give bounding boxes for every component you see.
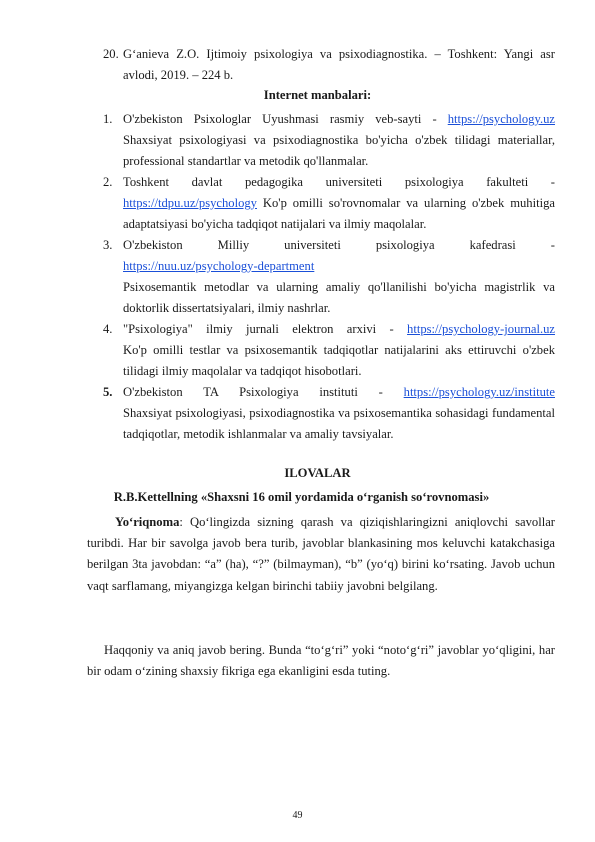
reference-number: 20.: [103, 47, 119, 61]
source-first-line: [123, 319, 555, 340]
source-number: 3.: [103, 238, 113, 252]
body-paragraph: Haqqoniy va aniq javob bering. Bunda “to‘g‘ri” yoki “noto‘g‘ri” javoblar yo‘qligini, har bir odam o‘zining shaxsiy fikriga ega ekanligini esda tuting.: [87, 643, 555, 679]
internet-source-item-4: [103, 319, 555, 382]
reference-item-20: [103, 44, 555, 86]
source-link[interactable]: https://tdpu.uz/psychology: [123, 196, 257, 210]
source-description: Shaxsiyat psixologiyasi, psixodiagnostika va psixosemantika sohasidagi fundamental tadqiqotlar, metodik ishlanmalar va amaliy tavsiyalar.: [123, 406, 555, 441]
instruction-label: Yo‘riqnoma: [115, 515, 180, 529]
reference-text: G‘anieva Z.O. Ijtimoiy psixologiya va psixodiagnostika. – Toshkent: Yangi asr avlodi, 2019. – 224 b.: [123, 47, 555, 82]
page-number: 49: [292, 810, 303, 821]
instruction-paragraph: [87, 512, 555, 597]
source-first-line: [123, 382, 555, 403]
source-body: [123, 319, 555, 382]
source-body: [123, 109, 555, 172]
appendix-subheading: R.B.Kettellning «Shaxsni 16 omil yordamida o‘rganish so‘rovnomasi»: [113, 490, 490, 504]
source-number: 4.: [103, 322, 113, 336]
source-body: [123, 172, 555, 235]
internet-sources-heading: Internet manbalari:: [263, 88, 372, 102]
source-prefix: "Psixologiya" ilmiy jurnali elektron arxivi -: [123, 322, 408, 336]
internet-source-item-3: [103, 235, 555, 319]
source-description: Psixosemantik metodlar va ularning amaliy qo'llanilishi bo'yicha magistrlik va doktorlik dissertatsiyalari, ilmiy nashrlar.: [123, 280, 555, 315]
source-description: Ko'p omilli testlar va psixosemantik tadqiqotlar natijalarini aks ettiruvchi o'zbek tilidagi ilmiy maqolalar va tadqiqot hisobotlari.: [123, 343, 555, 378]
source-number: 2.: [103, 175, 113, 189]
source-link[interactable]: https://nuu.uz/psychology-department: [123, 259, 315, 273]
source-number: 5.: [103, 385, 113, 399]
source-prefix: O'zbekiston Psixologlar Uyushmasi rasmiy veb-sayti -: [123, 112, 448, 126]
instruction-text: : Qo‘lingizda sizning qarash va qiziqishlaringizni aniqlovchi savollar turibdi. Har bir savolga javob bera turib, javoblar blankasining mos keluvchi katakchasiga berilgan 3ta javobdan: “a” (ha), “?” (bilmayman), “b” (yo‘q) birini ko‘rsating. Javob uchun vaqt sarflamang, miyangizga kelgan birinchi tabiiy javobni belgilang.: [87, 515, 555, 593]
source-number: 1.: [103, 112, 113, 126]
source-first-line: [123, 109, 555, 130]
source-body: [123, 235, 555, 319]
source-prefix: O'zbekiston Milliy universiteti psixologiya kafedrasi -: [123, 238, 555, 252]
source-prefix: O'zbekiston TA Psixologiya instituti -: [123, 385, 404, 399]
source-link[interactable]: https://psychology.uz/institute: [403, 385, 555, 399]
source-description: Ko'p omilli so'rovnomalar va ularning o'zbek muhitiga adaptatsiyasi bo'yicha tadqiqot natijalari va ilmiy maqolalar.: [123, 196, 555, 231]
source-link[interactable]: https://psychology.uz: [447, 112, 555, 126]
source-body: [123, 382, 555, 445]
internet-source-item-1: [103, 109, 555, 172]
appendix-heading: ILOVALAR: [284, 466, 351, 480]
internet-source-item-5: [103, 382, 555, 445]
source-description: Shaxsiyat psixologiyasi va psixodiagnostika bo'yicha o'zbek tilidagi materiallar, professional standartlar va metodik qo'llanmalar.: [123, 133, 555, 168]
source-link[interactable]: https://psychology-journal.uz: [407, 322, 555, 336]
source-prefix: Toshkent davlat pedagogika universiteti psixologiya fakulteti -: [123, 175, 555, 189]
internet-source-item-2: [103, 172, 555, 235]
